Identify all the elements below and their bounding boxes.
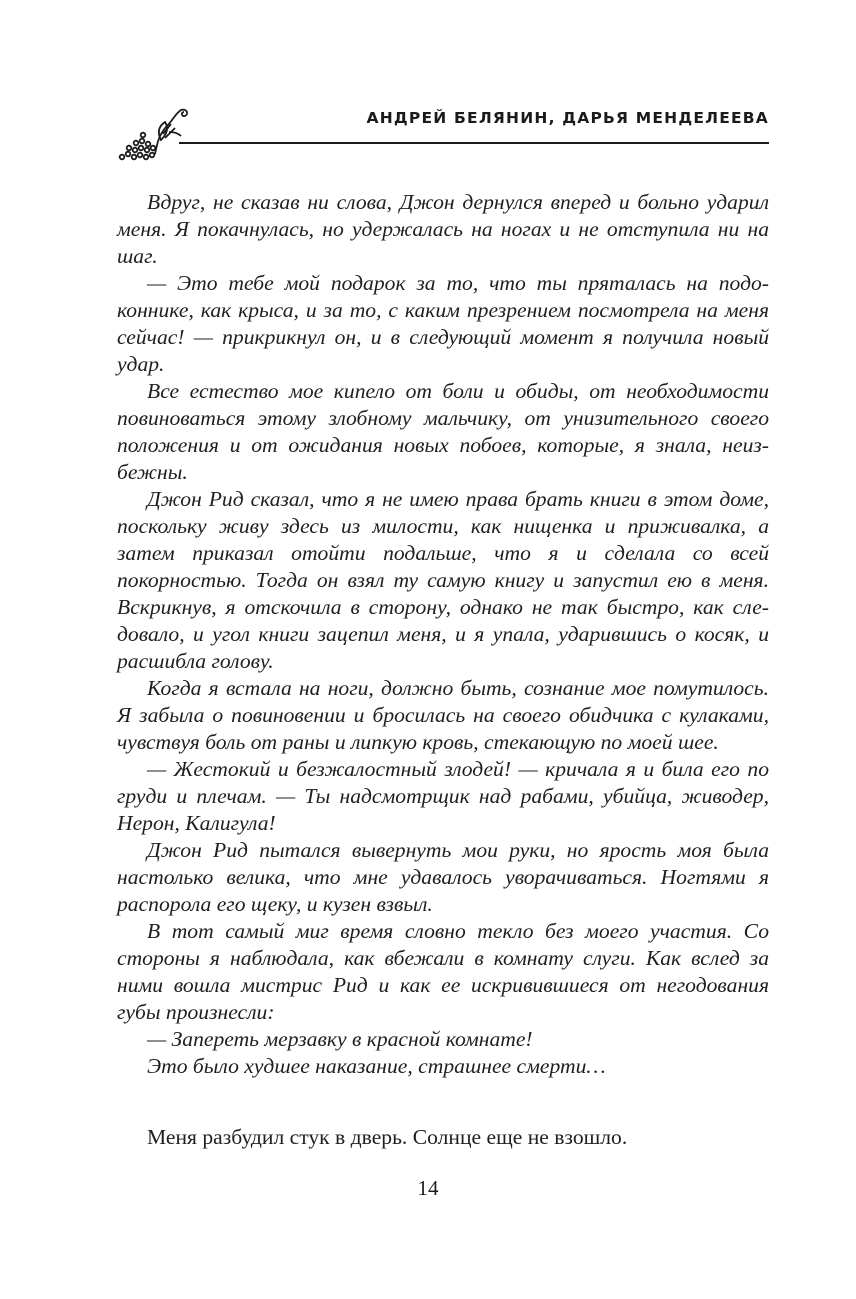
page-number: 14 (417, 1176, 439, 1200)
paragraph: Когда я встала на ноги, должно быть, сознание мое помутилось. Я забыла о повиновении и бросилась на своего обидчика с кулаками, чувствуя боль от раны и липкую кровь, стекающую по моей шее. (117, 676, 769, 754)
page-header (117, 100, 769, 160)
paragraph: — Жестокий и безжалостный злодей! — кричала я и била его по груди и плечам. — Ты надсмотрщик над рабами, убийца, живодер, Нерон, Калигула! (117, 757, 769, 835)
paragraph: Все естество мое кипело от боли и обиды, от необходимости повиноваться этому злобному мальчику, от унизительного своего положения и от ожидания новых побоев, которые, я знала, неизбежны. (117, 379, 769, 484)
paragraph: В тот самый миг время словно текло без моего участия. Со стороны я наблюдала, как вбежали в комнату слуги. Как вслед за ними вошла мистрис Рид и как ее искривившиеся от негодования губы произнесли: (117, 919, 769, 1024)
body-text (117, 189, 769, 1080)
closing-line: Меня разбудил стук в дверь. Солнце еще не взошло. (147, 1125, 628, 1149)
paragraph: Джон Рид сказал, что я не имею права брать книги в этом доме, поскольку живу здесь из милости, как нищенка и приживалка, а затем приказал отойти подальше, что я и сделала со всей покорностью. Тогда он взял ту самую книгу и запустил ею в меня. Вскрикнув, я отскочила в сторону, однако не так быстро, как следовало, и угол книги зацепил меня, и я упала, ударившись о косяк, и расшибла голову. (117, 487, 769, 673)
paragraph: — Запереть мерзавку в красной комнате! (147, 1027, 533, 1051)
paragraph: — Это тебе мой подарок за то, что ты пряталась на подоконнике, как крыса, и за то, с каким презрением посмотрела на меня сейчас! — прикрикнул он, и в следующий момент я получила новый удар. (117, 271, 769, 376)
grape-vine-ornament-icon (117, 104, 199, 162)
header-rule (179, 142, 769, 144)
paragraph: Это было худшее наказание, страшнее смерти… (147, 1054, 606, 1078)
paragraph: Вдруг, не сказав ни слова, Джон дернулся вперед и больно ударил меня. Я покачнулась, но удержалась на ногах и не отступила ни на шаг. (117, 190, 769, 268)
paragraph: Джон Рид пытался вывернуть мои руки, но ярость моя была настолько велика, что мне удавалось уворачиваться. Ногтями я распорола его щеку, и кузен взвыл. (117, 838, 769, 916)
running-head: АНДРЕЙ БЕЛЯНИН, ДАРЬЯ МЕНДЕЛЕЕВА (366, 109, 769, 127)
